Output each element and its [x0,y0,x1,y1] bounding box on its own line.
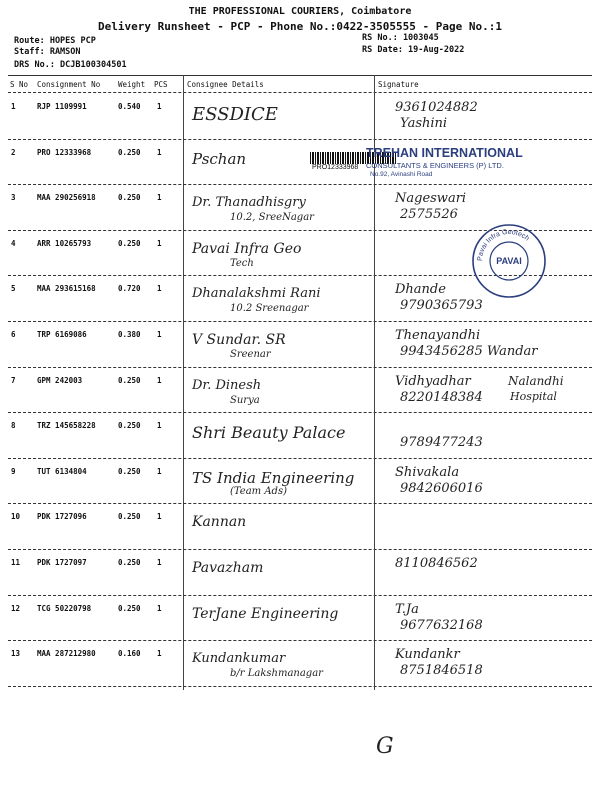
company-stamp [310,146,560,180]
row-sno: 3 [11,193,16,203]
row-weight: 0.250 [118,512,141,522]
stamp-address: No.92, Avinashi Road [370,171,433,178]
row-weight: 0.250 [118,375,141,385]
row-signature: Shivakala [395,464,460,480]
column-header-consignee: Consignee Details [187,80,264,89]
row-consignee-handwritten: Pavai Infra Geo [192,240,302,257]
row-consignee-handwritten: Kannan [192,514,247,531]
row-pcs: 1 [157,649,162,659]
row-separator [8,503,592,504]
row-consignee-handwritten-2: Sreenar [230,349,271,360]
column-header-weight: Weight [118,80,146,89]
handwritten-initial: G [376,734,394,759]
row-signature-2: 9842606016 [400,480,483,496]
row-pcs: 1 [157,375,162,385]
row-separator [8,549,592,550]
row-signature: 9361024882 [395,100,478,115]
row-consignment-no: TCG 50220798 [37,603,92,613]
row-signature: Vidhyadhar [395,373,471,389]
row-consignment-no: PRO 12333968 [37,147,92,157]
row-weight: 0.250 [118,603,141,613]
column-header-consignment: Consignment No [37,80,101,89]
row-pcs: 1 [157,330,162,339]
row-weight: 0.380 [118,330,141,339]
row-consignee-handwritten: Shri Beauty Palace [192,423,346,443]
row-signature-2: 8751846518 [400,663,483,679]
row-weight: 0.250 [118,147,141,157]
row-weight: 0.250 [118,238,141,248]
row-consignee-handwritten: Dhanalakshmi Rani [192,286,321,302]
stamp-company-sub: CONSULTANTS & ENGINEERS (P) LTD. [366,161,504,170]
row-consignment-no: PDK 1727097 [37,558,87,567]
row-sno: 1 [11,102,16,111]
row-sno: 7 [11,375,16,385]
barcode-number: PRO12333968 [312,164,359,171]
row-consignment-no: PDK 1727096 [37,512,87,522]
row-signature: Dhande [395,282,446,298]
table-top-rule [8,75,592,76]
row-weight: 0.160 [118,649,141,659]
row-signature: 8110846562 [395,556,478,571]
row-weight: 0.250 [118,558,141,567]
row-signature-2: 9789477243 [400,435,483,451]
row-pcs: 1 [157,603,162,613]
row-signature-2: 9790365793 [400,298,483,314]
row-consignment-no: RJP 1109991 [37,102,87,111]
row-consignee-handwritten-2: (Team Ads) [230,485,287,497]
stamp-company-name: TREHAN INTERNATIONAL [366,146,523,160]
rs-date: RS Date: 19-Aug-2022 [362,45,465,55]
column-header-pcs: PCS [154,80,168,89]
row-signature-2: Yashini [400,116,448,131]
row-pcs: 1 [157,284,162,294]
row-consignee-handwritten-2: 10.2, SreeNagar [230,212,314,224]
drs-number: DRS No.: DCJB100304501 [14,60,127,70]
row-consignee-handwritten: V Sundar. SR [192,332,286,348]
row-separator [8,412,592,413]
row-pcs: 1 [157,512,162,522]
row-sno: 10 [11,512,21,522]
seal-center-text: PAVAI [496,256,522,266]
row-pcs: 1 [157,147,162,157]
row-signature-2: 9677632168 [400,617,483,633]
column-header-signature: Signature [378,80,419,89]
row-sno: 5 [11,284,16,294]
route-label: Route: HOPES PCP [14,36,96,46]
row-consignee-handwritten: TerJane Engineering [192,605,339,622]
row-consignee-handwritten-2: Surya [230,394,260,406]
row-consignment-no: ARR 10265793 [37,238,92,248]
row-signature-2: 9943456285 Wandar [400,344,538,359]
row-pcs: 1 [157,193,162,203]
row-separator [8,367,592,368]
row-sno: 12 [11,603,21,613]
row-consignee-handwritten-2: 10.2 Sreenagar [230,303,309,315]
row-consignment-no: MAA 290256918 [37,193,96,203]
row-separator [8,139,592,140]
row-signature: Thenayandhi [395,328,481,343]
column-divider [183,75,184,690]
row-sno: 8 [11,421,16,431]
row-weight: 0.540 [118,102,141,111]
row-consignment-no: TRP 6169086 [37,330,87,339]
row-sno: 13 [11,649,21,659]
row-sno: 11 [11,558,21,567]
table-header-rule [8,92,592,93]
runsheet-subtitle: Delivery Runsheet - PCP - Phone No.:0422-3505555 - Page No.:1 [98,20,502,33]
row-sno: 6 [11,330,16,339]
row-consignment-no: TRZ 145658228 [37,421,96,431]
staff-label: Staff: RAMSON [14,47,81,57]
seal-ring-text: Pavai Infra Geotech [476,228,531,262]
row-pcs: 1 [157,558,162,567]
column-header-sno: S No [10,80,29,89]
row-separator [8,458,592,459]
row-signature-2: 8220148384 [400,389,483,405]
row-signature: Nageswari [395,191,467,207]
row-sno: 2 [11,147,16,157]
row-consignee-handwritten: TS India Engineering [192,468,355,487]
row-weight: 0.250 [118,421,141,431]
row-separator [8,321,592,322]
row-weight: 0.720 [118,284,141,294]
row-separator [8,640,592,641]
row-consignee-handwritten: Pschan [192,149,247,168]
row-consignee-handwritten-2: b/r Lakshmanagar [230,668,323,680]
row-consignee-handwritten: Kundankumar [192,651,286,667]
rs-number: RS No.: 1003045 [362,33,439,43]
row-sno: 9 [11,466,16,476]
row-separator [8,595,592,596]
row-consignment-no: MAA 293615168 [37,284,96,294]
handwritten-note: Nalandhi [508,374,564,388]
row-signature-2: 2575526 [400,207,458,223]
row-signature: Kundankr [395,647,460,663]
row-signature: T.Ja [395,601,419,617]
round-seal [470,222,548,300]
row-pcs: 1 [157,102,162,111]
row-consignment-no: GPM 242003 [37,375,83,385]
row-consignment-no: MAA 287212980 [37,649,96,659]
row-consignee-handwritten: Pavazham [192,560,264,576]
row-consignee-handwritten-2: Tech [230,257,254,269]
row-consignment-no: TUT 6134804 [37,466,87,476]
company-title: THE PROFESSIONAL COURIERS, Coimbatore [188,6,412,17]
row-separator [8,686,592,687]
row-weight: 0.250 [118,193,141,203]
row-separator [8,184,592,185]
row-pcs: 1 [157,238,162,248]
row-pcs: 1 [157,421,162,431]
row-consignee-handwritten: Dr. Thanadhisgry [192,195,306,211]
row-weight: 0.250 [118,466,141,476]
row-sno: 4 [11,238,16,248]
row-pcs: 1 [157,466,162,476]
row-consignee-handwritten: Dr. Dinesh [192,377,262,393]
row-consignee-handwritten: ESSDICE [192,104,278,125]
handwritten-note: Hospital [510,390,557,403]
